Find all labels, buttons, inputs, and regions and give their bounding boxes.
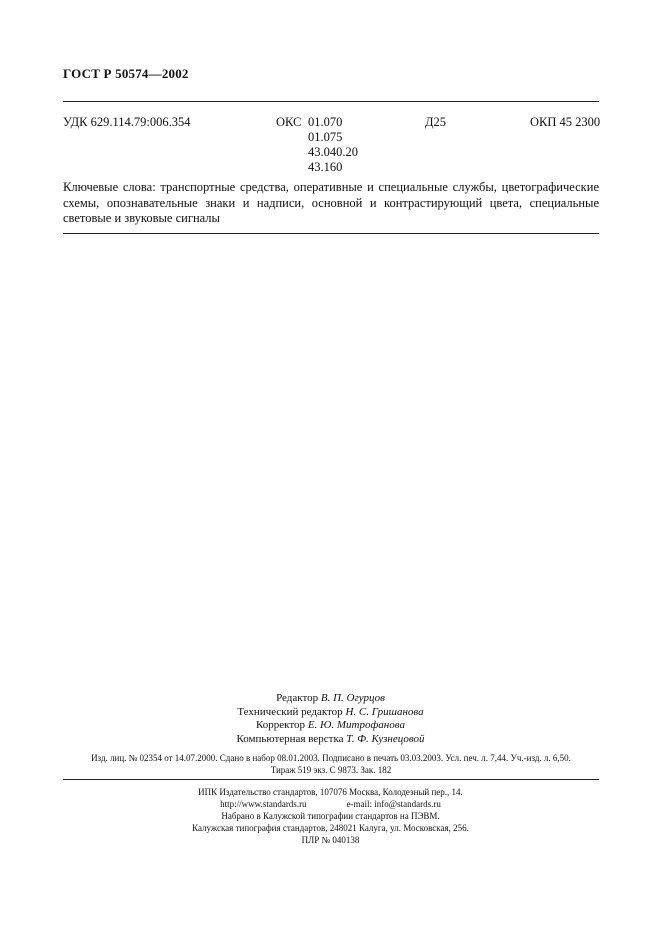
credit-editor: [0, 692, 661, 706]
oks-value: 43.160: [308, 160, 343, 174]
oks-value: 43.040.20: [308, 145, 358, 159]
oks-value: 01.070: [308, 115, 343, 129]
imprint-email-link[interactable]: e-mail: info@standards.ru: [346, 799, 441, 809]
credit-role: Компьютерная верстка: [236, 732, 344, 745]
imprint-divider: [63, 779, 599, 780]
oks-label: ОКС: [276, 115, 302, 129]
oks-value: 01.075: [308, 130, 343, 144]
okp-code: ОКП 45 2300: [530, 115, 601, 129]
imprint-line: Набрано в Калужской типографии стандартов на ПЭВМ.: [221, 811, 440, 821]
imprint-block: [0, 786, 661, 846]
credit-role: Корректор: [256, 719, 306, 731]
imprint-line: Калужская типография стандартов, 248021 Калуга, ул. Московская, 256.: [192, 823, 469, 833]
imprint-website-link[interactable]: http://www.standards.ru: [220, 799, 307, 809]
credit-name: В. П. Огурцов: [320, 692, 385, 704]
page-header-title: ГОСТ Р 50574—2002: [63, 66, 189, 81]
imprint-line: ПЛР № 040138: [301, 835, 360, 845]
publication-line: Тираж 519 экз. С 9873. Зак. 182: [270, 765, 392, 775]
publication-line: Изд. лиц. № 02354 от 14.07.2000. Сдано в набор 08.01.2003. Подписано в печать 03.03.2003. Усл. печ. л. 7,44. Уч.-изд. л. 6,50.: [91, 753, 571, 763]
header-divider: [63, 101, 599, 102]
oks-values: [308, 115, 358, 175]
credits-block: [0, 692, 661, 746]
keywords-divider: [63, 233, 599, 234]
credit-name: Т. Ф. Кузнецовой: [346, 732, 425, 745]
udk-code: УДК 629.114.79:006.354: [63, 115, 191, 129]
credit-proofreader: [0, 719, 661, 733]
keywords-paragraph: Ключевые слова: транспортные средства, оперативные и специальные службы, цветографические схемы, опознавательные знаки и надписи, основной и контрастирующий цвета, специальные световые и звуковые сигналы: [63, 180, 599, 225]
publication-info: [63, 752, 599, 776]
credit-name: Н. С. Гришанова: [345, 705, 424, 718]
imprint-contacts: [0, 798, 661, 810]
credit-name: Е. Ю. Митрофанова: [307, 719, 405, 731]
credit-tech-editor: [0, 706, 661, 720]
credit-role: Редактор: [276, 692, 319, 704]
credit-role: Технический редактор: [237, 705, 343, 718]
imprint-line: ИПК Издательство стандартов, 107076 Москва, Колодезный пер., 14.: [198, 787, 463, 797]
d-code: Д25: [425, 115, 447, 129]
credit-layout: [0, 733, 661, 747]
